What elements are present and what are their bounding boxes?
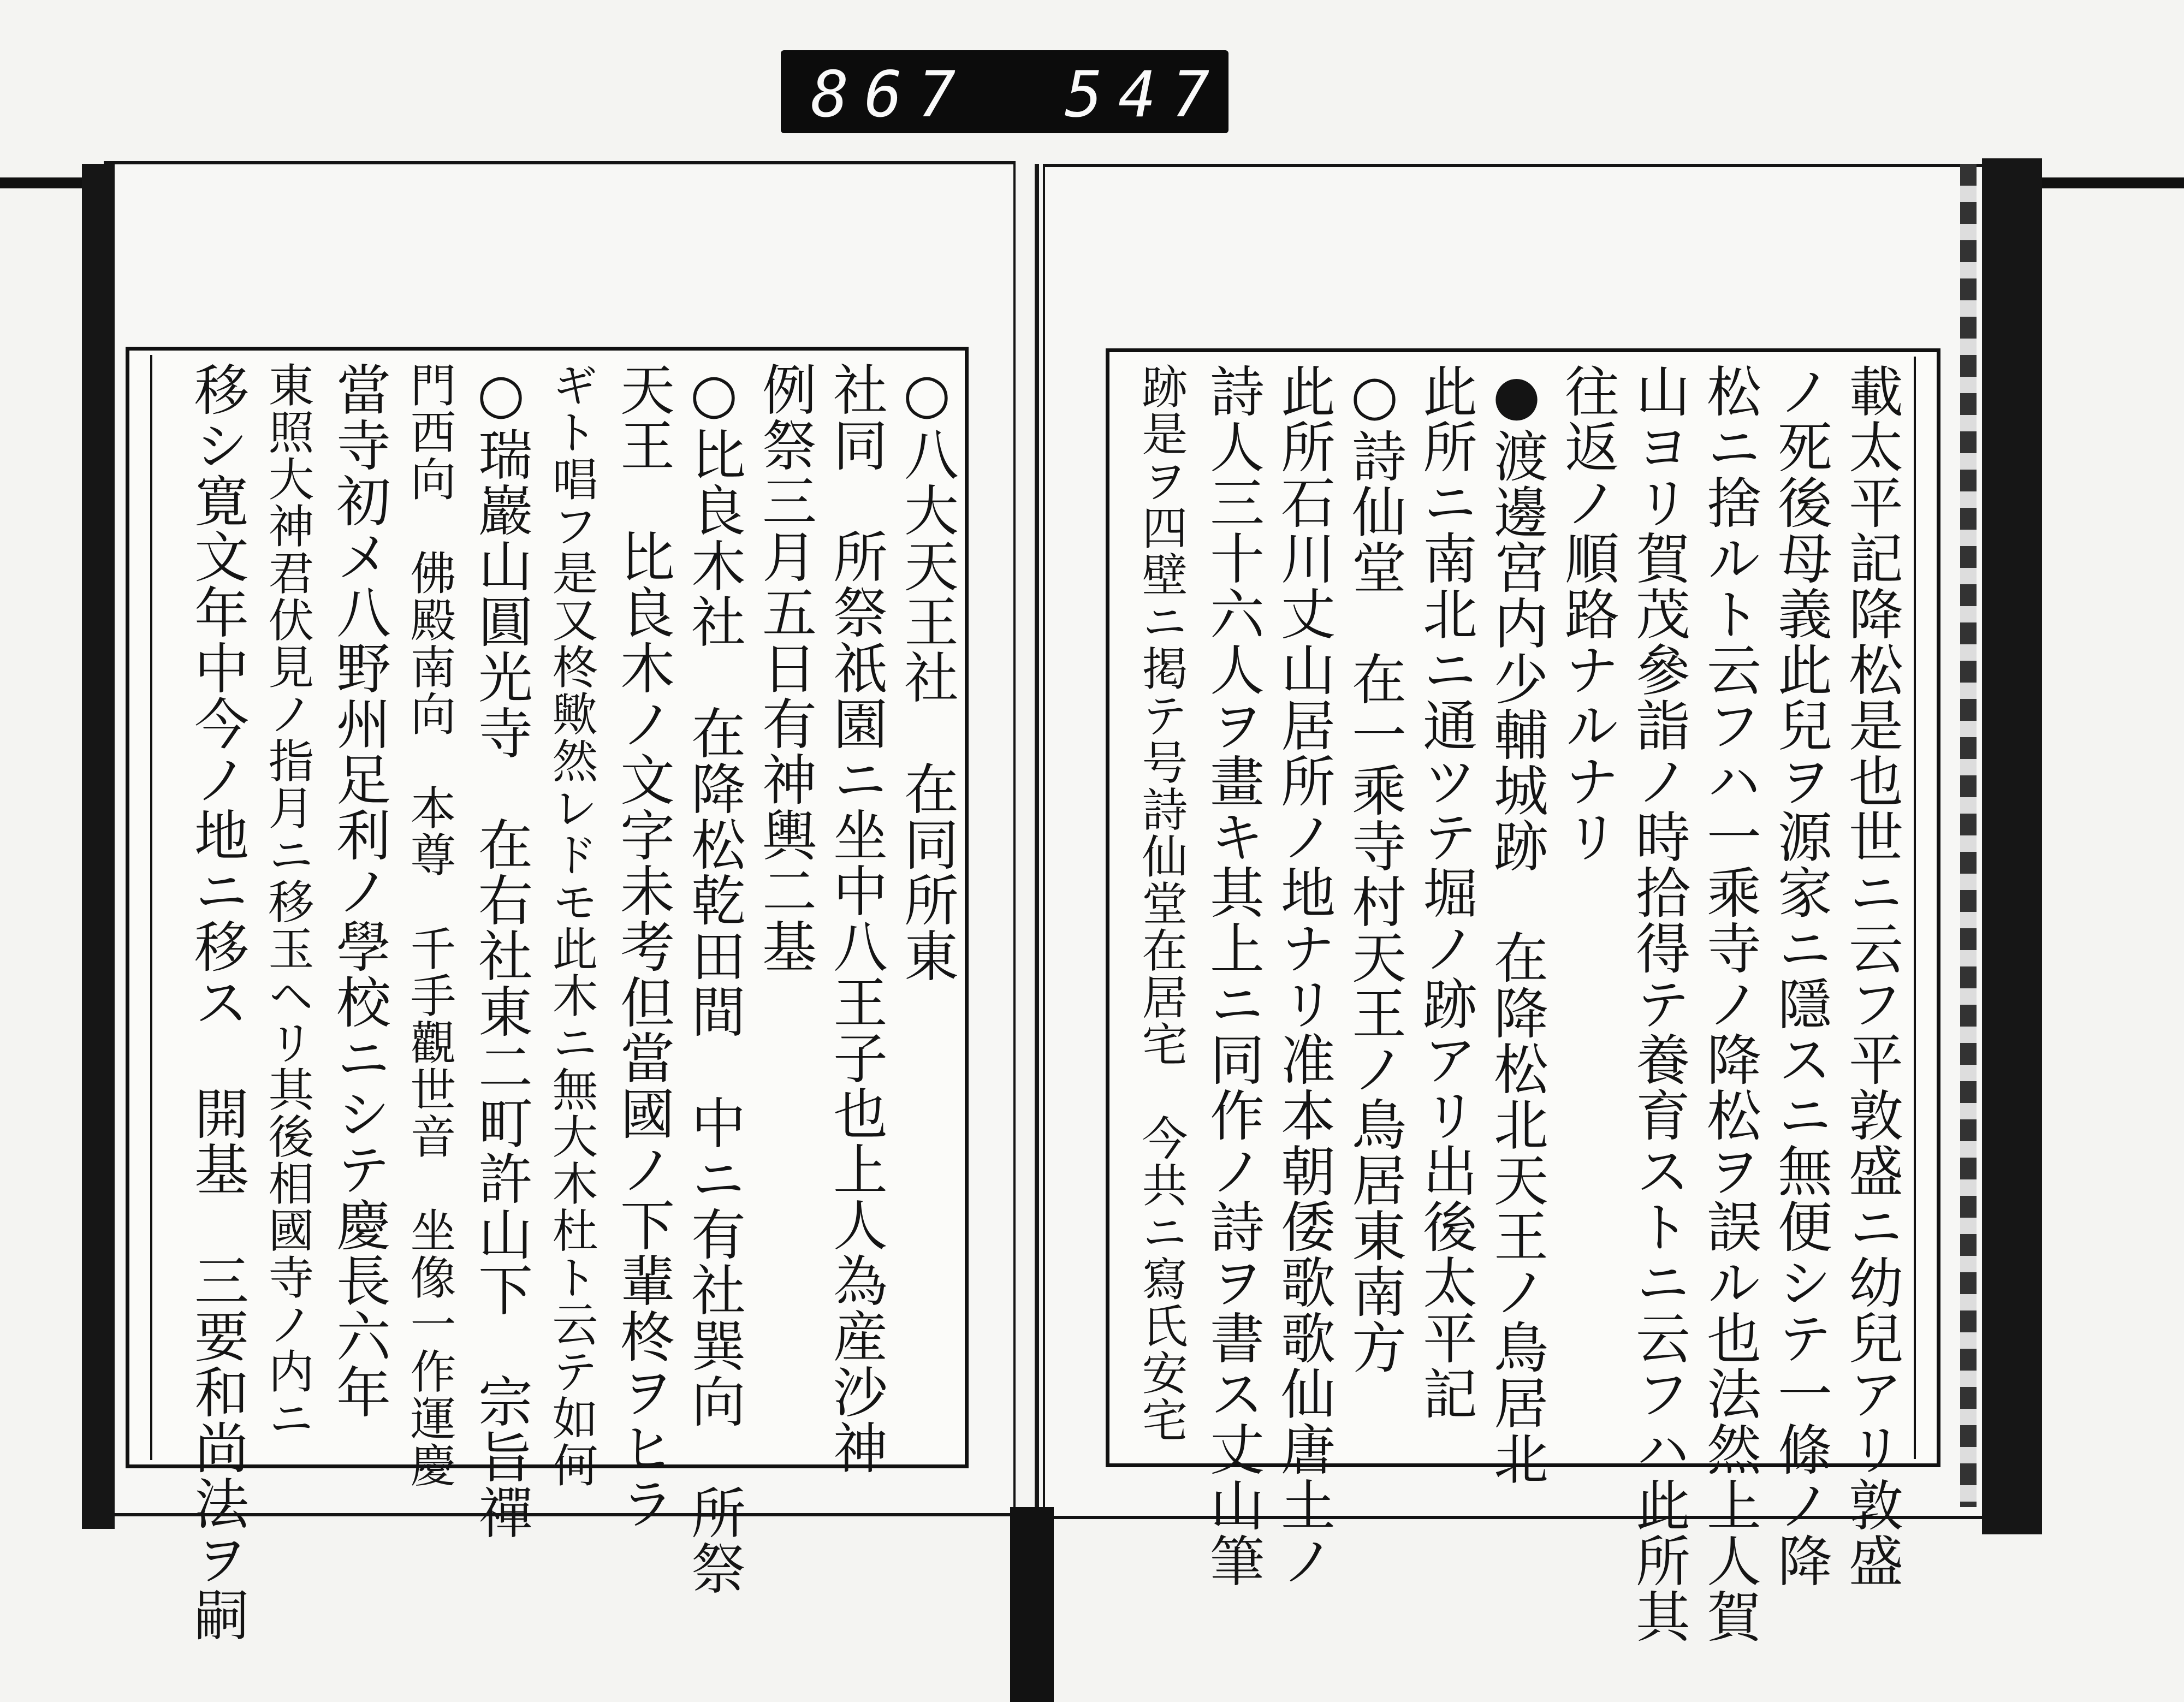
right-page-edge	[1960, 164, 1977, 1507]
right-column-10: 詩人三十六人ヲ畫キ其上ニ同作ノ詩ヲ書ス丈山筆	[1201, 363, 1265, 1588]
right-column-3: 松ニ捨ルト云フハ一乘寺ノ降松ヲ誤ル也法然上人賀	[1698, 363, 1761, 1644]
left-column-10: 東照大神君伏見ノ指月ニ移玉ヘリ其後相國寺ノ内ニ	[261, 361, 314, 1442]
left-column-8: 門西向 佛殿南向 本尊 千手觀世音 坐像一作運慶	[403, 361, 456, 1488]
left-column-1: ○八大天王社 在同所東	[895, 361, 959, 983]
rod-right	[2020, 177, 2184, 188]
left-frame-inner-rule	[150, 355, 152, 1460]
left-column-2: 社同 所祭祇園ニ坐中八王子也上人為産沙神	[824, 361, 888, 1475]
right-column-4: 山ヨリ賀茂參詣ノ時拾得テ養育ストニ云フハ此所其	[1627, 363, 1690, 1644]
right-column-7: 此所ニ南北ニ通ツテ堀ノ跡アリ出後太平記	[1414, 363, 1477, 1421]
right-column-5: 往返ノ順路ナルナリ	[1556, 363, 1619, 864]
spine-line	[1035, 164, 1039, 1518]
left-column-9: 當寺初メ八野州足利ノ學校ニシテ慶長六年	[327, 361, 391, 1420]
left-column-11: 移シ寛文年中今ノ地ニ移ス 開基 三要和尚法ヲ嗣	[185, 361, 249, 1642]
left-column-7: ○瑞巖山圓光寺 在右社東二町許山下 宗旨禪	[469, 361, 533, 1540]
archive-number-tag	[781, 50, 1228, 133]
left-column-4: ○比良木社 在降松乾田間 中ニ有社巽向 所祭	[682, 361, 746, 1596]
archive-right-number: 547	[1065, 58, 1225, 132]
left-text-frame	[126, 347, 969, 1642]
left-column-6: ギト唱フ是又柊歟然レドモ此木ニ無大木杜ト云テ如何	[545, 361, 598, 1488]
right-column-6: ●渡邊宮内少輔城跡 在降松北天王ノ鳥居北	[1485, 363, 1548, 1486]
right-column-9: 此所石川丈山居所ノ地ナリ准本朝倭歌歌仙唐土ノ	[1272, 363, 1336, 1588]
right-column-1: 載太平記降松是也世ニ云フ平敦盛ニ幼兒アリ敦盛	[1839, 363, 1903, 1588]
left-column-3: 例祭三月五日有神輿二基	[753, 361, 817, 974]
left-column-5: 天王 比良木ノ文字未考但當國ノ下輩柊ヲヒラ	[611, 361, 675, 1531]
right-text-frame	[1106, 348, 1940, 1644]
right-binding	[1982, 158, 2042, 1534]
left-binding	[82, 164, 115, 1529]
right-column-11: 跡是ヲ四壁ニ掲テ号詩仙堂在居宅 今共ニ寫氏安宅	[1135, 363, 1188, 1443]
archive-left-number: 867	[811, 58, 971, 132]
right-frame-inner-rule	[1914, 357, 1916, 1459]
gutter-shadow	[1010, 1507, 1054, 1702]
right-column-2: ノ死後母義此兒ヲ源家ニ隱スニ無便シテ一條ノ降	[1768, 363, 1832, 1588]
right-column-8: ○詩仙堂 在一乘寺村天王ノ鳥居東南方	[1343, 363, 1406, 1375]
